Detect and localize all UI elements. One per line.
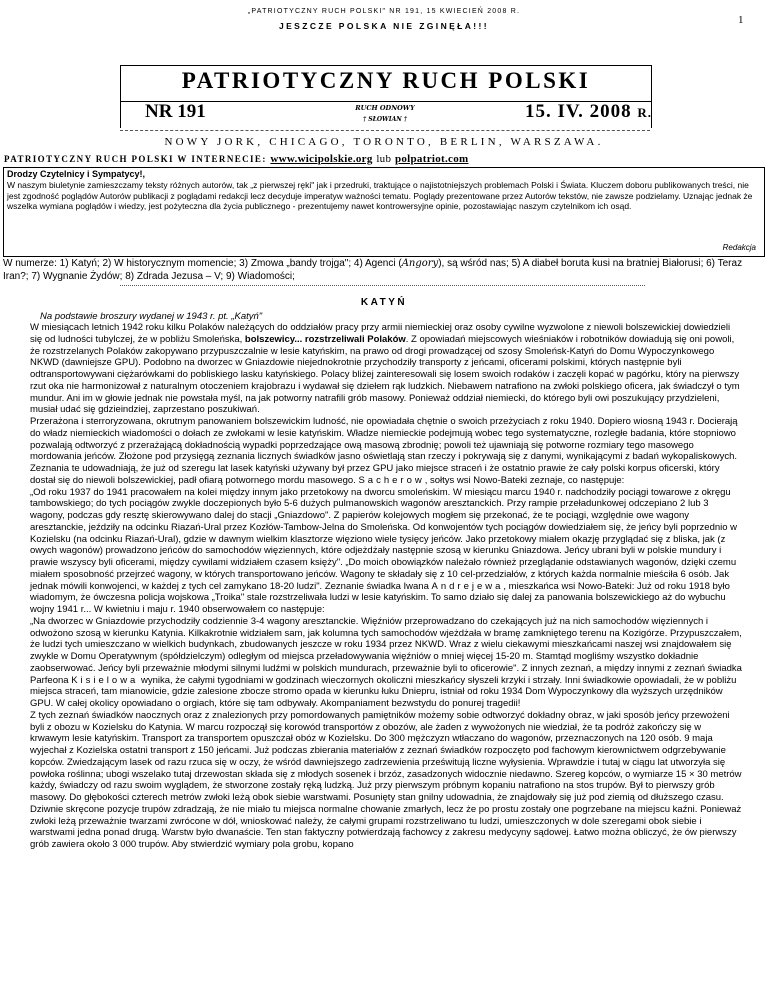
- bold-phrase: bolszewicy... rozstrzeliwali Polaków: [244, 333, 406, 345]
- logo-top-text: RUCH ODNOWY: [355, 104, 415, 112]
- issue-date-value: 15. IV. 2008: [525, 101, 632, 122]
- witness-name: Sacherow: [358, 474, 425, 486]
- witness-name: Kisielowa: [71, 674, 139, 686]
- witness-name: Andrejewa: [431, 580, 504, 592]
- article-paragraph: W miesiącach letnich 1942 roku kilku Polaków należących do oddziałów pracy przy armii niemieckiej oraz osoby cywilne wyzwolone z niewoli bolszewickiej dowiedzieli się od ludności tubylczej, że w pobliżu Smoleńska, bolszewicy... rozstrzeliwali Polaków. Z opowiadań miejscowych wieśniaków i robotników dowiadują się oni powoli, że rozstrzelanych Polaków zakopywano przypuszczalnie w lesie katyńskim, na prawo od drogi prowadzącej od szosy Smoleńsk-Katyń do Domu Wypoczynkowego NKWD (dawniejsze GPU). Podobno na dworzec w Gniazdowie niejednokrotnie przychodziły transporty z jeńcami, oficerami polskimi, których następnie byli odtransportowywani ciężarówkami do pobliskiego lasku katyńskiego. Polacy bliżej zainteresowali się losem swoich rodaków i zaczęli kopać w pagórku, który na pierwszy rzut oka nie harmonizował z naturalnym otoczeniem krajobrazu i wydawał się dziełem rąk ludzkich. Niebawem natrafiono na zwłoki polskiego oficera, jak świadczył o tym mundur. Ani im w głowie jednak nie powstała myśl, na jak potworny natrafili grób masowy. Ponieważ oddział niemiecki, do którego byli owi poszukujący przydzieleni, musiał udać się gdzieindziej, zaprzestano poszukiwań.: [30, 322, 740, 416]
- contents-part1: W numerze: 1) Katyń; 2) W historycznym momencie; 3) Zmowa „bandy trojga"; 4) Agenci (: [3, 258, 402, 269]
- url-wicipolskie[interactable]: www.wicipolskie.org: [270, 153, 373, 165]
- url-separator: lub: [376, 153, 392, 165]
- issue-contents: [3, 258, 765, 283]
- running-header: „PATRIOTYCZNY RUCH POLSKI" NR 191, 15 KWIECIEŃ 2008 R.: [247, 8, 521, 15]
- masthead-title: PATRIOTYCZNY RUCH POLSKI: [181, 68, 591, 93]
- ruch-odnowy-logo: [355, 101, 415, 127]
- slogan: JESZCZE POLSKA NIE ZGINĘŁA!!!: [278, 21, 489, 31]
- url-polpatriot[interactable]: polpatriot.com: [394, 153, 469, 165]
- issue-date: [525, 101, 652, 123]
- dashed-divider: [120, 130, 650, 131]
- cities-line: NOWY JORK, CHICAGO, TORONTO, BERLIN, WARSZAWA.: [164, 136, 604, 148]
- article-paragraph: „Na dworzec w Gniazdowie przychodziły codziennie 3-4 wagony aresztanckie. Więźniów przeprowadzano do czekających już na nich samochodów więziennych i odwożono szosą w kierunku Katynia. Kilkakrotnie widziałem sam, jak kolumna tych samochodów wjeżdżała w bramę zamkniętego terenu na Kozigórze. Przypuszczałem, że ludzi tych umieszczano w wielkich budynkach, zbudowanych jeszcze w roku 1934 przez NKWD. Wraz z wielu ciekawymi mieszkańcami naszej wsi znajdowałem się zwykle w Domu Operatywnym (spółdzielczym) odległym od miejsca przeładowywania więźniów o mniej więcej 15-20 m. Stamtąd mogliśmy wszystko dokładnie zaobserwować. Jeńcy byli przeważnie młodymi silnymi ludźmi w polskich mundurach, przeważnie byli to oficerowie". Z innych zeznań, a między innymi z zeznań świadka Parfeona Kisielowa wynika, że całymi tygodniami w godzinach wieczornych okoliczni mieszkańcy słyszeli krzyki i strzały. Inni świadkowie opowiadali, że w pobliżu miejsca straceń, tam mianowicie, gdzie zalesione zbocze stromo opada w kierunku łuku Dniepru, istniał od roku 1934 Dom Wypoczynkowy dla wyższych urzędników GPU. W całej okolicy opowiadano o orgiach, które się tam odbywały. Akompaniament bezwstydu do ponurej tragedii!: [30, 615, 742, 709]
- issue-date-suffix: R.: [637, 105, 653, 120]
- internet-line: [4, 153, 469, 165]
- editor-note-box: [3, 167, 765, 257]
- issue-number: NR 191: [145, 101, 206, 122]
- page-number: 1: [738, 14, 744, 26]
- article-body: [30, 322, 742, 851]
- editor-note-text: W naszym biuletynie zamieszczamy teksty różnych autorów, tak „z pierwszej ręki" jak i przedruki, traktujące o najistotniejszych problemach Polski i Świata. Kluczem doboru publikowanych treści, nie jest zgodność poglądów Autorów publikacji z poglądami redakcji lecz decyduje imperatyw ważności tematu. Poglądy prezentowane przez Autorów tekstów, nie zawsze podzielamy. Uznając jednak że wszelka wymiana poglądów i wiedzy, jest pożyteczna dla życia publicznego - prezentujemy nawet kontrowersyjne opinie, pozostawiając naszym czytelnikom ich osąd.: [7, 180, 753, 212]
- dotted-divider: [120, 285, 645, 286]
- contents-angory: Angory: [401, 258, 439, 269]
- article-source-note: Na podstawie broszury wydanej w 1943 r. pt. „Katyń": [40, 311, 263, 322]
- internet-prefix: PATRIOTYCZNY RUCH POLSKI W INTERNECIE:: [4, 154, 267, 164]
- logo-bottom-text: † SŁOWIAN †: [363, 116, 407, 123]
- contents-part2: ), są wśród nas; 5) A diabeł boruta kusi na bratniej Białorusi; 6) Teraz Iran?; 7) Wygnanie Żydów; 8) Zdrada Jezusa – V; 9) Wiadomości;: [3, 258, 743, 282]
- editor-greeting: Drodzy Czytelnicy i Sympatycy!,: [7, 169, 146, 179]
- masthead-box: [120, 65, 652, 102]
- article-title: KATYŃ: [360, 297, 408, 308]
- article-paragraph: „Od roku 1937 do 1941 pracowałem na kolei między innym jako przetokowy na dworcu smoleńskim. W miesiącu marcu 1940 r. nadchodziły pociągi towarowe z okręgu tambowskiego; do tych pociągów zwykle doczepionych było 5-6 dużych pulmanowskich wagonów aresztanckich. Przy rampie przeładunkowej odczepiano 2 lub 3 wagony, podczas gdy resztę skierowywano dalej do stacji „Gniazdowo". Z papierów kolejowych mogłem się przekonać, że te pociągi, względnie owe wagony aresztanckie, jeździły na odcinku Riazań-Ural przez Kozłów-Tambow-Jelna do Smoleńska. Od konwojentów tych pociągów dowiedziałem się, że jeńcy byli poprzednio w Kozielsku (na odcinku Riazań-Ural), gdzie w dawnym wielkim klasztorze więziono wiele tysięcy jeńców. Jako przetokowy miałem okazję przyglądać się z bliska, jak (z owych wagonów) prowadzono jeńców do samochodów więziennych, które odjeżdżały następnie szosą w kierunku Gniazdowa. Jeńcy ubrani byli w polskie mundury i prawie wszyscy byli oficerami, między cywilami widziałem czasem księży". „Do moich obowiązków należało również przeglądanie odstawianych wagonów, dzięki czemu miałem sposobność przejrzeć wagony, w których transportowano jeńców. Wagony te składały się z 10 cel-przedziałów, z których każda normalnie mieściła 6 osób. Jak jednak mówili konwojenci, w każdej z tych cel zamykano 18-20 ludzi". Zeznanie świadka Iwana Andrejewa, mieszkańca wsi Nowo-Bateki: Już od roku 1918 było wiadomym, że ówczesna policja wojskowa „Troika" stale rozstrzeliwała ludzi w lesie katyńskim. To samo działo się dalej za panowania bolszewickiego aż do wybuchu wojny 1941 r... W kwietniu i maju r. 1940 obserwowałem co następuje:: [30, 486, 738, 615]
- editor-signature: Redakcja: [722, 243, 756, 253]
- article-paragraph: Z tych zeznań świadków naocznych oraz z znalezionych przy pomordowanych pamiętników możemy sobie odtworzyć dokładny obraz, w jaki sposób jeńcy przewożeni byli z obozu w Kozielsku do Katynia. W marcu rozpoczął się korowód transportów z obozów, ale żaden z wywożonych nie wiedział, że ta podróż zakończy się w krwawym lesie katyńskim. Transport za transportem opuszczał obóz w Kozielsku. Do 300 mężczyzn wtłaczano do wagonów, przeznaczonych na 120 osób. 9 maja wyjechał z Kozielska ostatni transport z 150 jeńcami. Już podczas zbierania materiałów z zeznań świadków rozpoczęto pod fachowym kierownictwem odgrzebywanie kopców. Zwiedzającym lasek od razu rzuca się w oczy, że wśród dawniejszego zadrzewienia prześwitują liczne wyłysienia. Wprawdzie i tutaj w ciągu lat utworzyła się powłoka roślinna; ubogi wszelako tutaj drzewostan składa się z młodych sosenek i brzóz, zasadzonych widocznie niedawno. Szereg kopców, o wymiarze 15 × 30 metrów każdy, świadczy od razu swoim wyglądem, że stworzone zostały ręką ludzką. Już przy pierwszym próbnym kopaniu natrafiono na stos trupów. Był to pierwszy grób masowy. Do głębokości czterech metrów zwłoki leżą obok siebie warstwami. Posunięty stan gnilny udowadnia, że znajdowały się już pod ziemią od dłuższego czasu. Dziwnie skręcone pozycje trupów zdradzają, że nie miało tu miejsca normalne chowanie zmarłych, lecz że po prostu zostały one pogrzebane na miejscu kaźni. Ponieważ zwłoki leżą przeważnie twarzami zwrócone w dół, wnioskować należy, że całymi grupami rozstrzeliwano tu ludzi, umieszczonych w dole szeregami obok siebie i warstwami jedna ponad drugą. Warstw było dwanaście. Ten stan faktyczny potwierdzają fachowcy z zakresu medycyny sądowej. Łatwo można obliczyć, że ów pierwszy grób zawiera około 3 000 trupów. Aby stwierdzić wymiary pola grobu, kopano: [30, 709, 742, 850]
- article-paragraph: Przerażona i sterroryzowana, okrutnym panowaniem bolszewickim ludność, nie opowiadała chętnie o swoich przeżyciach z roku 1940. Dopiero wiosną 1943 r. Docierają do władz niemieckich wiadomości o dołach ze zwłokami w lesie katyńskim. Władze niemieckie podejmują wobec tego systematyczne, rozległe badania, które stopniowo pozwalają odtworzyć z przerażającą dokładnością wypadki poprzedzające ową masową zbrodnię; powoli też ujawniają się potworne rozmiary tego masowego mordowania jeńców. Złożone pod przysięgą zeznania licznych świadków jasno oświetlają stan rzeczy i pokrywają się z danymi, wynikającymi z badań wykopaliskowych. Zeznania te udowadniają, że już od szeregu lat lasek katyński używany był przez GPU jako miejsce straceń i że ostatnio prawie że cały polski korpus oficerski, który dostał się do niewoli bolszewickiej, padł ofiarą potwornego mordu masowego. Sacherow, sołtys wsi Nowo-Bateki zeznaje, co następuje:: [30, 416, 738, 486]
